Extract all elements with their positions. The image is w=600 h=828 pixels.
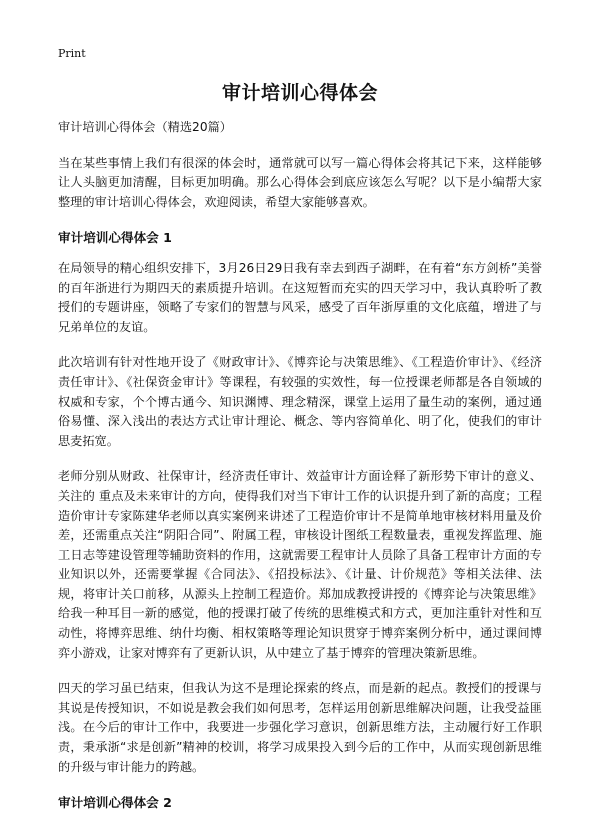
section-paragraph: 四天的学习虽已结束，但我认为这不是理论探索的终点，而是新的起点。教授们的授课与其说是传授知识，不如说是教会我们如何思考，怎样运用创新思维解决问题，让我受益匪浅。在今后的审计工作中，我要进一步强化学习意识，创新思维方法，主动履行好工作职责，秉承浙“求是创新”精神的校训，将学习成果投入到今后的工作中，从而实现创新思维的升级与审计能力的跨越。 [58,681,542,774]
section-paragraph: 此次培训有针对性地开设了《财政审计》、《博弈论与决策思维》、《工程造价审计》、《经济责任审计》、《社保资金审计》等课程，有较强的实效性，每一位授课老师都是各自领域的权威和专家，个个博古通今、知识渊博、理念精深，课堂上运用了量生动的案例，通过通俗易懂、深入浅出的表达方式让审计理论、概念、等内容简单化、明了化，使我们的审计思麦拓宽。 [58,355,542,448]
page-title: 审计培训心得体会 [221,82,378,104]
intro-paragraph: 当在某些事情上我们有很深的体会时，通常就可以写一篇心得体会将其记下来，这样能够让人头脑更加清醒，目标更加明确。那么心得体会到底应该怎么写呢？以下是小编帮大家整理的审计培训心得体会，欢迎阅读，希望大家能够喜欢。 [58,155,542,209]
section-heading: 审计培训心得体会 1 [58,230,172,246]
section-paragraph: 老师分别从财政、社保审计，经济责任审计、效益审计方面诠释了新形势下审计的意义、关注的 重点及未来审计的方向，使得我们对当下审计工作的认识提升到了新的高度；工程造价审计专家陈建华老师以真实案例来讲述了工程造价审计不是简单地审核材料用量及价差，还需重点关注“阴阳合同”、附属工程，审核设计图纸工程数量表，重视发挥监理、施工日志等建设管理等辅助资料的作用，这就需要工程审计人员除了具备工程审计方面的专业知识以外，还需要掌握《合同法》、《招投标法》、《计量、计价规范》等相关法律、法规，将审计关口前移，从源头上控制工程造价。郑加成教授讲授的《博弈论与决策思维》给我一种耳目一新的感觉，他的授课打破了传统的思维模式和方式，更加注重针对性和互动性，将博弈思维、纳什均衡、相权策略等理论知识贯穿于博弈案例分析中，通过课间博弈小游戏，让家对博弈有了更新认识，从中建立了基于博弈的管理决策新思维。 [58,469,542,660]
article-subtitle: 审计培训心得体会（精选20篇） [58,120,232,134]
print-link[interactable]: Print [58,47,86,60]
section-paragraph: 在局领导的精心组织安排下，3月26日29日我有幸去到西子湖畔，在有着“东方剑桥”美誉的百年浙进行为期四天的素质提升培训。在这短暂而充实的四天学习中，我认真聆听了教授们的专题讲座，领略了专家们的智慧与风采，感受了百年浙厚重的文化底蕴，增进了与兄弟单位的友谊。 [58,260,542,334]
article-body [58,118,542,824]
section-heading: 审计培训心得体会 2 [58,795,172,811]
